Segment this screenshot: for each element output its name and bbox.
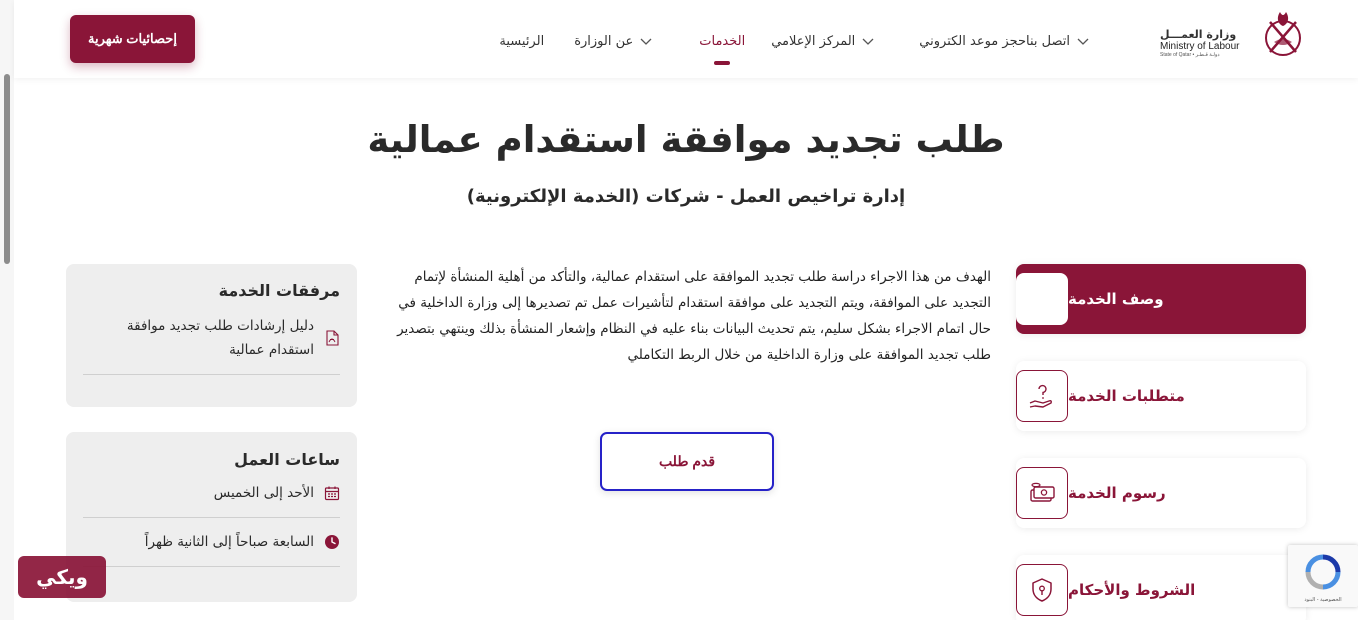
nav-item-1[interactable] [574,30,653,52]
logo-text [1160,28,1250,58]
tab-service-requirements[interactable] [1016,361,1306,431]
nav-item-5[interactable] [1026,30,1090,52]
chevron-down-icon [861,34,875,48]
money-icon [1016,467,1068,519]
logo-sub: State of Qatar • دولـة قـطـر [1160,52,1220,58]
attachment-item[interactable] [83,314,340,375]
nav-item-label: حجز موعد الكتروني [919,33,1027,49]
calendar-icon [324,485,340,501]
working-days: الأحد إلى الخميس [213,485,314,501]
chevron-down-icon [639,34,653,48]
working-days-row [83,481,340,518]
tab-label: متطلبات الخدمة [1068,387,1185,405]
attachments-card [66,264,357,407]
recaptcha-links[interactable]: الخصوصية - البنود [1304,597,1342,603]
nav-item-label: اتصل بنا [1026,33,1070,49]
pdf-icon [324,330,340,346]
logo-arabic: وزارة العمـــل [1160,28,1237,41]
working-time-row [83,530,340,567]
nav-item-2[interactable] [699,30,745,52]
shield-icon [1016,564,1068,616]
working-time: السابعة صباحاً إلى الثانية ظهراً [144,534,314,550]
tab-terms-conditions[interactable] [1016,555,1306,620]
clock-icon [324,534,340,550]
nav-item-label: الخدمات [699,33,746,49]
nav-item-3[interactable] [771,30,875,52]
nav-item-label: الرئيسية [499,33,545,49]
window-scrollbar[interactable] [0,0,14,620]
working-hours-title: ساعات العمل [234,450,340,469]
ministry-logo[interactable] [1158,8,1308,64]
qatar-emblem-icon [1258,8,1308,60]
main-nav [459,30,1090,52]
question-hand-icon [1016,370,1068,422]
tab-label: الشروط والأحكام [1068,581,1196,599]
scrollbar-thumb[interactable] [4,74,10,264]
recaptcha-badge[interactable] [1288,545,1358,607]
wiki-watermark-logo: ويكي [18,556,106,598]
recaptcha-icon [1304,553,1342,591]
service-description: الهدف من هذا الاجراء دراسة طلب تجديد الموافقة على استقدام عمالية، والتأكد من أهلية المنشأة لإتمام التجديد على الموافقة، ويتم التجديد على موافقة استقدام لتأشيرات عمل تم تصديرها إلى وزارة الداخلية في حال اتمام الاجراء بشكل سليم، يتم تحديث البيانات بناء عليه في النظام وإشعار المنشأة بذلك وينتهي بتصدير طلب تجديد الموافقة على وزارة الداخلية من خلال الربط التكاملي [397,269,991,363]
nav-item-0[interactable] [499,30,544,52]
nav-item-label: عن الوزارة [574,33,634,49]
page-title: طلب تجديد موافقة استقدام عمالية [367,118,1005,161]
attachment-link[interactable]: دليل إرشادات طلب تجديد موافقة استقدام عمالية [126,318,314,358]
tab-label: رسوم الخدمة [1068,484,1166,502]
page-subtitle: إدارة تراخيص العمل - شركات (الخدمة الإلكترونية) [466,186,906,207]
tab-label: وصف الخدمة [1068,290,1164,308]
monthly-stats-button[interactable]: إحصائيات شهرية [70,15,195,63]
tab-service-description[interactable] [1016,264,1306,334]
nav-item-label: المركز الإعلامي [771,33,856,49]
working-hours-card [66,432,357,602]
submit-request-button[interactable]: قدم طلب [600,432,774,491]
tab-service-fees[interactable] [1016,458,1306,528]
site-header [14,0,1358,78]
gear-icon [1016,273,1068,325]
logo-english: Ministry of Labour [1160,41,1240,52]
attachments-title: مرفقات الخدمة [218,281,340,300]
chevron-down-icon [1076,34,1090,48]
nav-item-4[interactable] [919,30,1026,52]
